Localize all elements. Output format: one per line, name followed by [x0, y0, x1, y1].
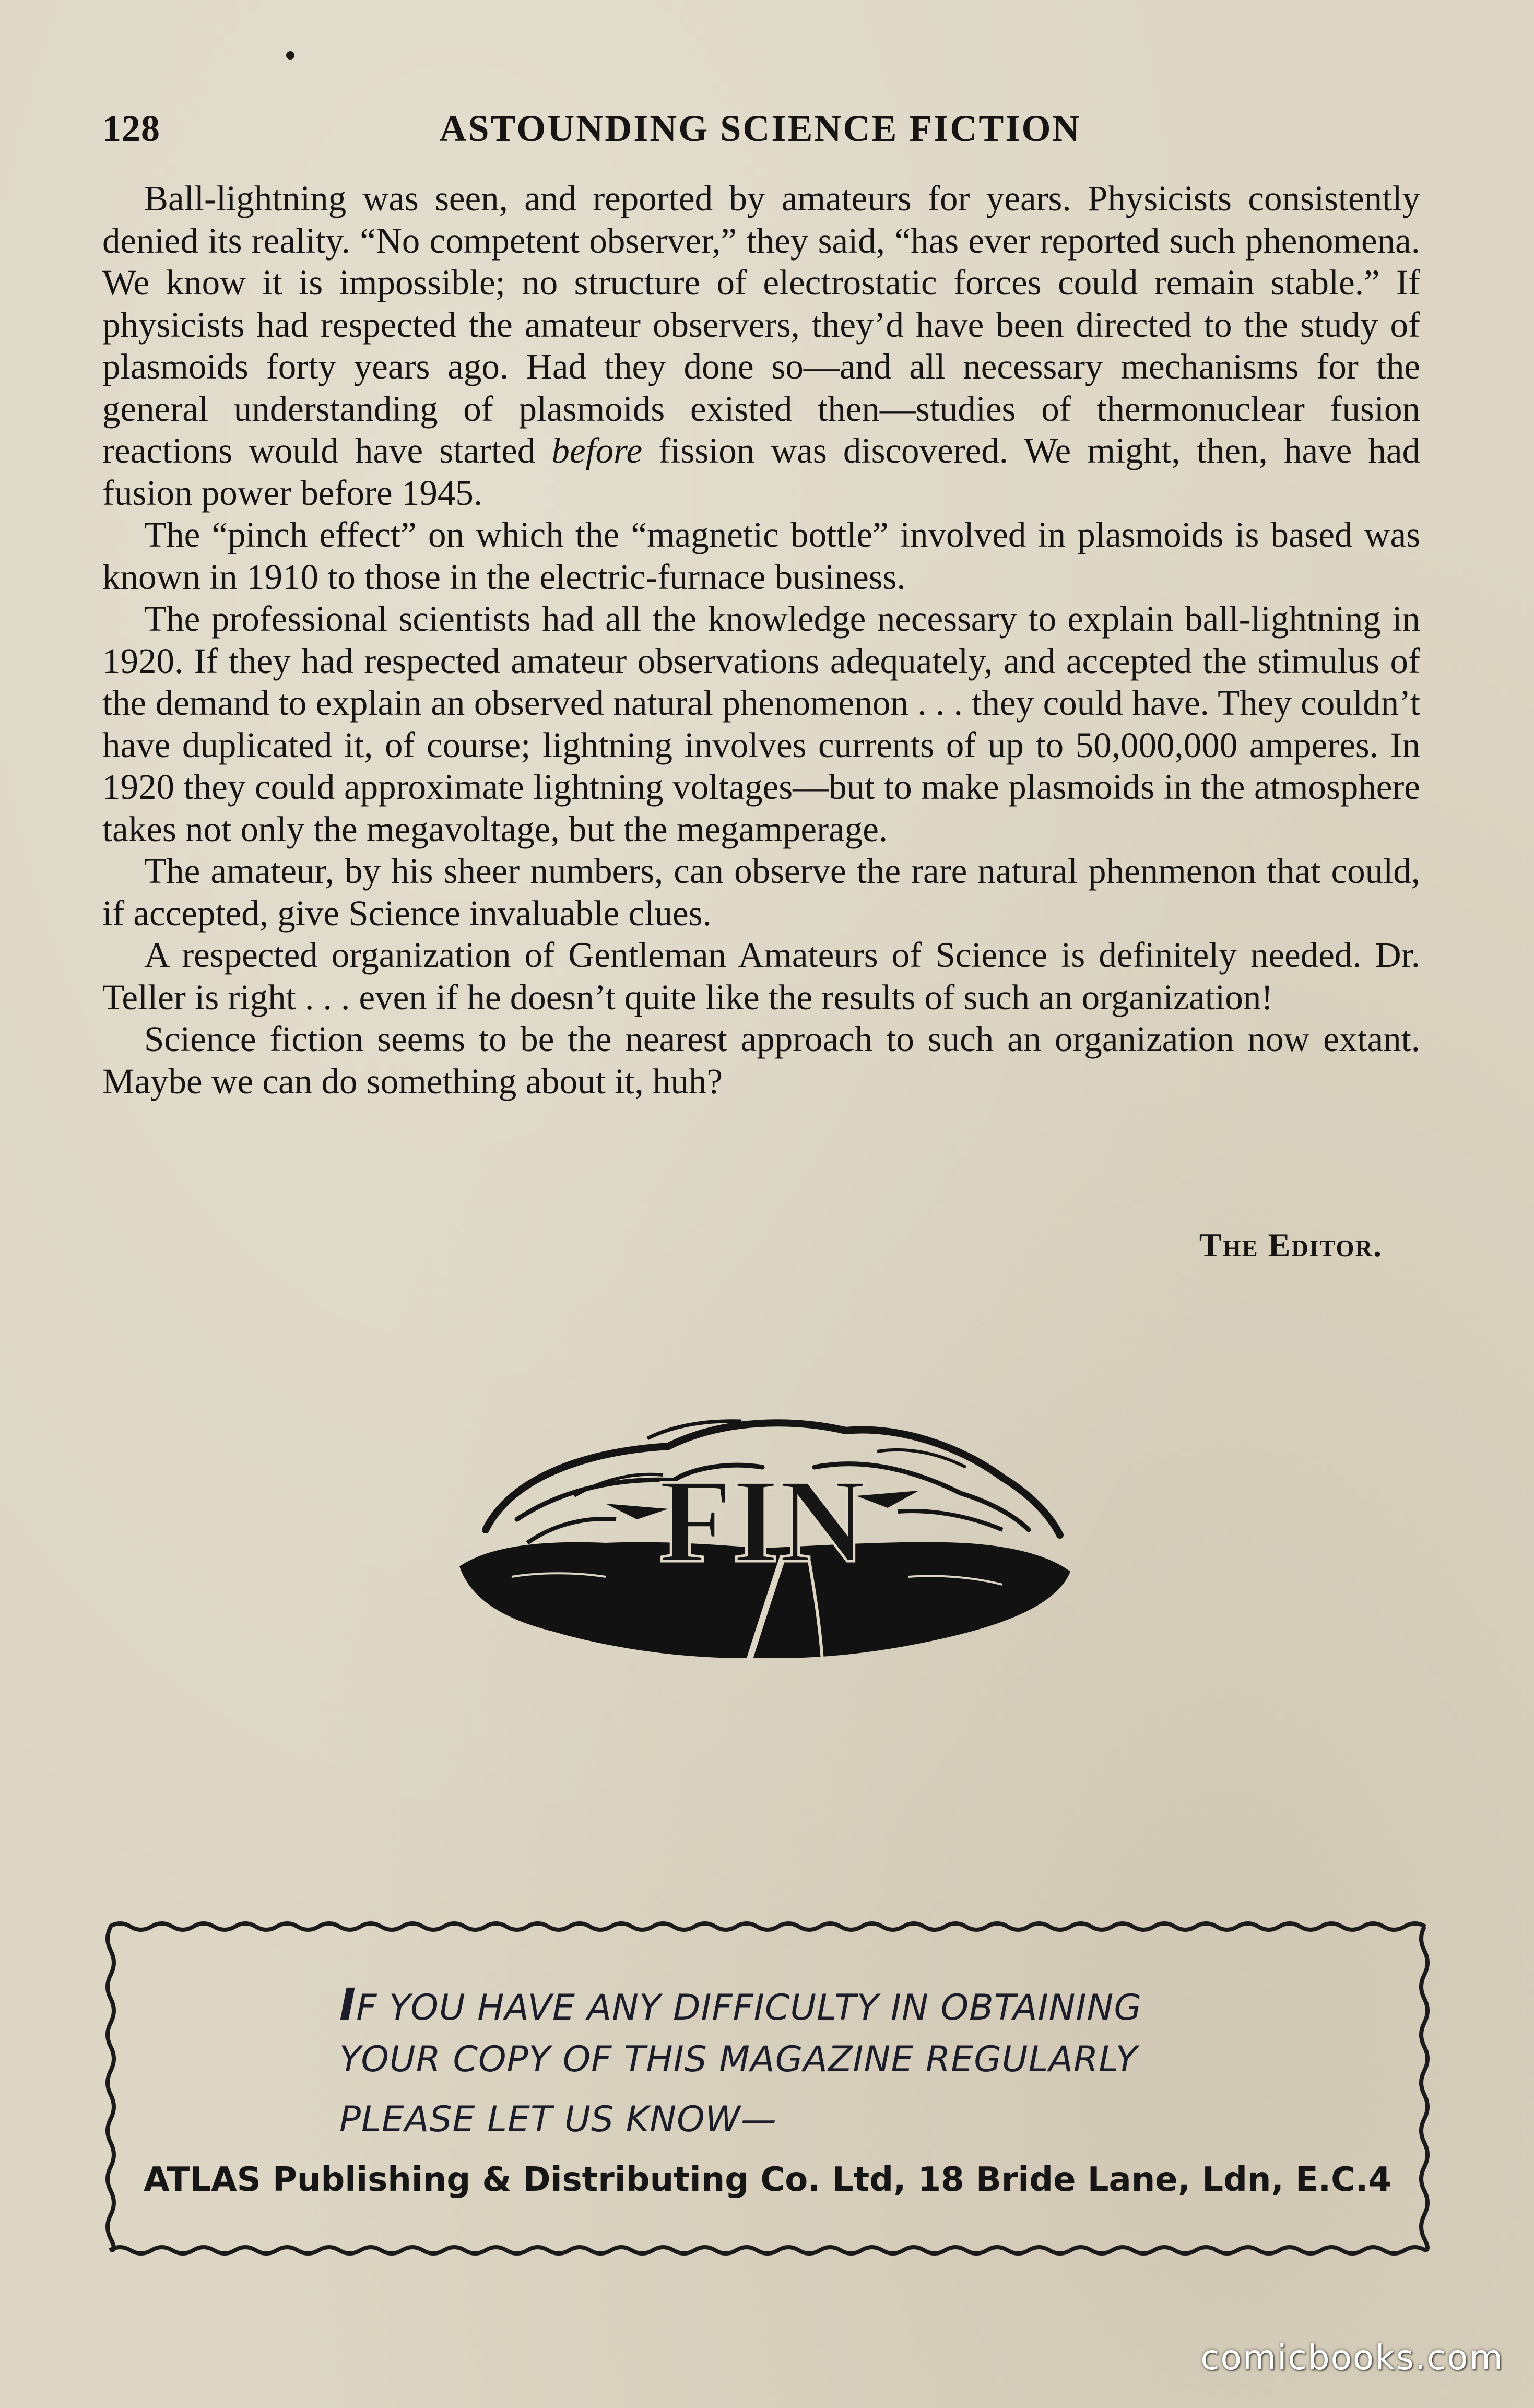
article-body [102, 178, 1420, 1102]
page-header [102, 107, 1418, 154]
watermark: comicbooks.com [1200, 2338, 1504, 2378]
ink-speck [286, 51, 294, 60]
paragraph: Science fiction seems to be the nearest approach to such an organization now extant. Maybe we can do something about it, huh? [102, 1019, 1420, 1101]
notice-dropcap: I [339, 1979, 357, 2030]
notice-line-3: PLEASE LET US KNOW— [339, 2099, 777, 2140]
running-title: ASTOUNDING SCIENCE FICTION [439, 108, 1081, 149]
fin-lettering: FIN [658, 1454, 866, 1587]
distribution-notice [99, 1911, 1436, 2266]
paragraph: The professional scientists had all the knowledge necessary to explain ball-lightning in 1920. If they had respected amateur observations adequately, and accepted the stimulus of the demand to explain an observed natural phenomenon . . . they could have. They couldn’t have duplicated it, of course; lightning involves currents of up to 50,000,000 amperes. In 1920 they could approximate lightning voltages—but to make plasmoids in the atmosphere takes not only the megavoltage, but the megamperage. [102, 599, 1420, 849]
paragraph: The amateur, by his sheer numbers, can observe the rare natural phenmenon that could, if accepted, give Science invaluable clues. [102, 851, 1420, 933]
notice-line-1: IF YOU HAVE ANY DIFFICULTY IN OBTAINING [339, 1979, 1142, 2030]
fin-emblem-graphic [449, 1389, 1076, 1681]
notice-wavy-frame [99, 1911, 1436, 2266]
notice-line-2: YOUR COPY OF THIS MAGAZINE REGULARLY [339, 2039, 1138, 2080]
paragraph: A respected organization of Gentleman Amateurs of Science is definitely needed. Dr. Teller is right . . . even if he doesn’t quite like the results of such an organization! [102, 935, 1420, 1017]
publisher-address: ATLAS Publishing & Distributing Co. Ltd, 18 Bride Lane, Ldn, E.C.4 [144, 2161, 1391, 2199]
editor-signature: The Editor. [1199, 1226, 1383, 1264]
page-number: 128 [102, 108, 160, 149]
emphasis-before: before [551, 431, 643, 470]
fin-emblem [449, 1389, 1076, 1681]
paragraph: Ball-lightning was seen, and reported by amateurs for years. Physicists consistently denied its reality. “No competent observer,” they said, “has ever reported such phenomena. We know it is impossible; no structure of electrostatic forces could remain stable.” If physicists had respected the amateur observers, they’d have been directed to the study of plasmoids forty years ago. Had they done so—and all necessary mechanisms for the general understanding of plasmoids existed then—studies of thermonuclear fusion reactions would have started before fission was discovered. We might, then, have had fusion power before 1945. [102, 179, 1420, 513]
paragraph: The “pinch effect” on which the “magnetic bottle” involved in plasmoids is based was known in 1910 to those in the electric-furnace business. [102, 515, 1420, 597]
